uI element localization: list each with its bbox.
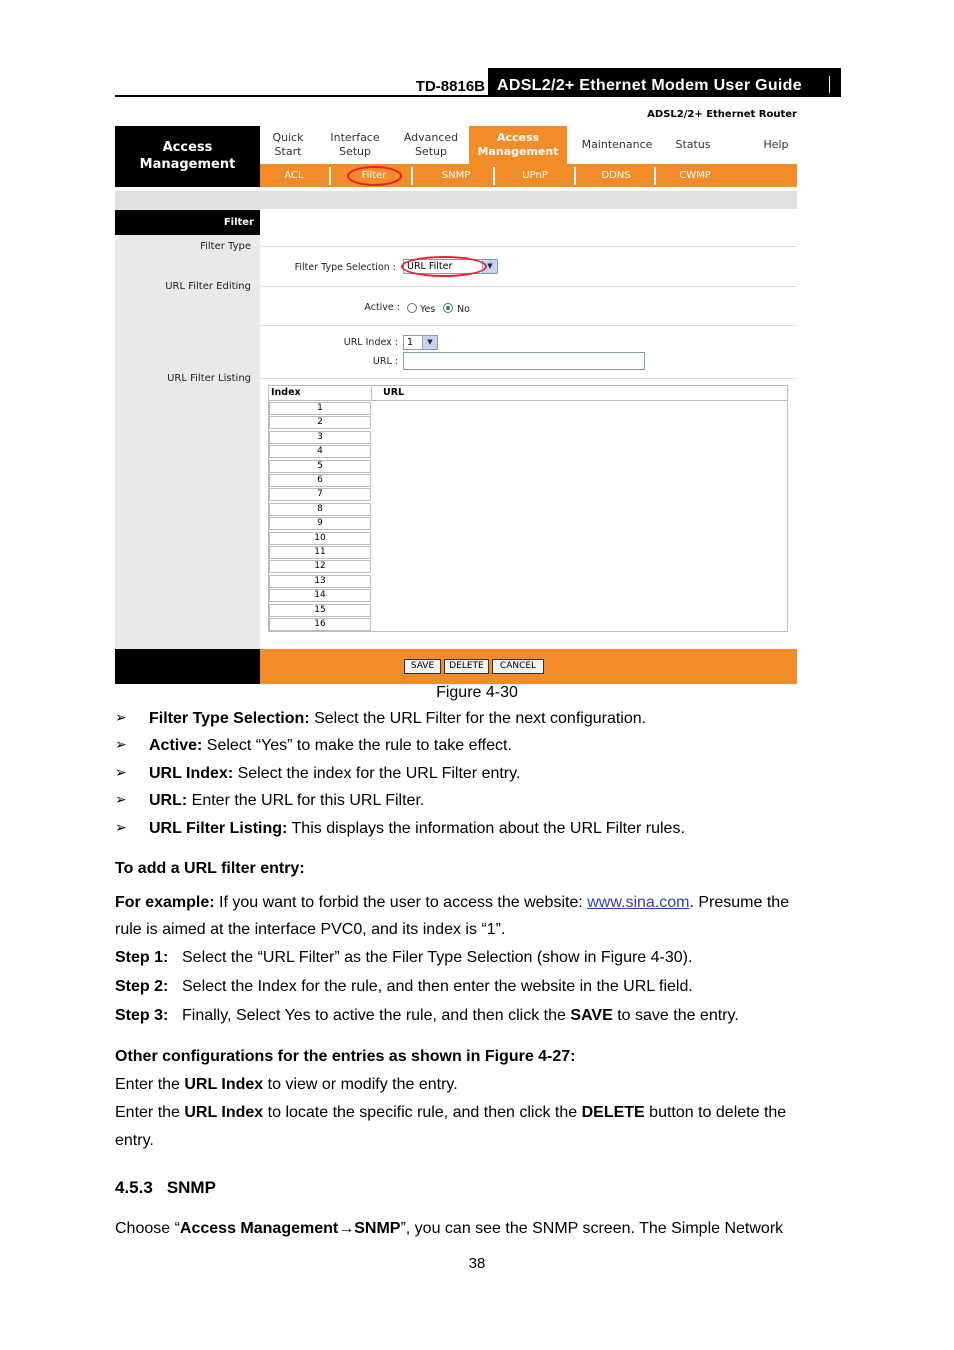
header-title: ADSL2/2+ Ethernet Modem User Guide xyxy=(497,77,802,94)
menu-label: Access xyxy=(496,131,540,144)
listing-index-cell: 13 xyxy=(269,575,371,588)
left-label-column xyxy=(115,209,260,650)
active-yes-radio[interactable] xyxy=(407,303,417,313)
listing-index-cell: 2 xyxy=(269,416,371,429)
listing-index-cell: 1 xyxy=(269,402,371,415)
filter-section-label: Filter xyxy=(223,217,254,228)
listing-index-cell: 4 xyxy=(269,445,371,458)
bullet-item xyxy=(149,709,646,729)
url-index-select-value: 1 xyxy=(407,337,414,348)
listing-index-cell: 6 xyxy=(269,474,371,487)
bullet-text: Enter the URL for this URL Filter. xyxy=(187,792,425,809)
filter-type-selection-label: Filter Type Selection : xyxy=(294,262,396,273)
active-no-label: No xyxy=(457,304,470,315)
submenu-divider xyxy=(411,167,413,185)
submenu-filter[interactable]: Filter xyxy=(361,170,387,181)
active-no-radio[interactable] xyxy=(443,303,453,313)
step-text-part: Finally, Select Yes to active the rule, and then click the xyxy=(182,1007,571,1024)
step-text: Select the “URL Filter” as the Filer Type Selection (show in Figure 4-30). xyxy=(182,949,693,966)
text-part: button to delete the xyxy=(644,1104,787,1121)
other-config-heading: Other configurations for the entries as shown in Figure 4-27: xyxy=(115,1048,576,1065)
section-title xyxy=(115,139,260,173)
submenu-divider xyxy=(654,167,656,185)
arrow-icon: → xyxy=(338,1220,355,1237)
filter-type-select-value: URL Filter xyxy=(407,261,453,272)
text-part: to locate the specific rule, and then click the xyxy=(263,1104,582,1121)
text-bold: SNMP xyxy=(354,1220,401,1237)
text-part: Enter the xyxy=(115,1104,185,1121)
step-text-part: to save the entry. xyxy=(612,1007,739,1024)
submenu-snmp[interactable]: SNMP xyxy=(441,170,471,181)
listing-header-rule xyxy=(269,400,787,401)
menu-label: Maintenance xyxy=(581,138,653,151)
other-config-line2 xyxy=(115,1103,786,1123)
step-text: Select the Index for the rule, and then enter the website in the URL field. xyxy=(182,978,693,995)
header-rule xyxy=(115,95,841,97)
text-bold: URL Index xyxy=(184,1104,264,1121)
bullet-term: URL: xyxy=(149,792,188,809)
listing-index-cell: 10 xyxy=(269,532,371,545)
url-input[interactable] xyxy=(403,352,645,370)
button-bar-left xyxy=(115,649,260,684)
filter-highlight-oval xyxy=(347,166,402,186)
header-model: TD-8816B xyxy=(415,78,485,95)
bullet-term: URL Index: xyxy=(149,765,234,782)
divider xyxy=(260,246,797,247)
listing-index-cell: 9 xyxy=(269,517,371,530)
bullet-text: Select “Yes” to make the rule to take effect. xyxy=(202,737,512,754)
page-number: 38 xyxy=(468,1255,486,1272)
section-title-line2: Management xyxy=(139,157,236,172)
listing-index-cell: 5 xyxy=(269,460,371,473)
divider xyxy=(260,378,797,379)
active-label: Active : xyxy=(364,302,400,313)
section-heading xyxy=(115,1178,216,1198)
bullet-item xyxy=(149,819,685,839)
bullet-term: Filter Type Selection: xyxy=(149,710,310,727)
step-label: Step 3: xyxy=(115,1007,169,1024)
delete-button[interactable]: DELETE xyxy=(444,659,489,674)
bullet-item xyxy=(149,736,512,756)
listing-index-cell: 16 xyxy=(269,618,371,631)
menu-maintenance[interactable] xyxy=(572,126,662,164)
other-config-line3: entry. xyxy=(115,1132,154,1149)
text-bold: URL Index xyxy=(184,1076,264,1093)
submenu-cwmp[interactable]: CWMP xyxy=(679,170,711,181)
menu-label: Setup xyxy=(414,145,448,158)
text-part: ”, you can see the SNMP screen. The Simple Network xyxy=(400,1220,784,1237)
bullet-term: URL Filter Listing: xyxy=(149,820,288,837)
text-part: Enter the xyxy=(115,1076,185,1093)
text-bold: DELETE xyxy=(581,1104,645,1121)
bullet-arrow-icon: ➢ xyxy=(115,764,127,780)
bullet-text: Select the URL Filter for the next configuration. xyxy=(309,710,647,727)
submenu-divider xyxy=(574,167,576,185)
other-config-line1 xyxy=(115,1075,458,1095)
listing-index-cell: 8 xyxy=(269,503,371,516)
submenu-upnp[interactable]: UPnP xyxy=(522,170,548,181)
menu-label: Start xyxy=(274,145,302,158)
add-entry-heading: To add a URL filter entry: xyxy=(115,860,305,877)
bullet-item xyxy=(149,791,424,811)
bullet-item xyxy=(149,764,520,784)
listing-header-index: Index xyxy=(271,387,301,398)
url-index-label: URL Index : xyxy=(343,337,398,348)
section-number: 4.5.3 xyxy=(115,1178,153,1197)
menu-label: Interface xyxy=(330,131,380,144)
bullet-text: Select the index for the URL Filter entry. xyxy=(233,765,521,782)
step-label: Step 2: xyxy=(115,978,169,995)
bullet-arrow-icon: ➢ xyxy=(115,736,127,752)
label-url-filter-editing: URL Filter Editing xyxy=(165,281,251,292)
bullet-term: Active: xyxy=(149,737,203,754)
chevron-down-icon: ▼ xyxy=(422,336,437,349)
example-text: If you want to forbid the user to access the website: xyxy=(214,894,588,911)
active-yes-label: Yes xyxy=(420,304,436,315)
label-url-filter-listing: URL Filter Listing xyxy=(167,373,251,384)
menu-label: Status xyxy=(675,138,711,151)
snmp-intro xyxy=(115,1219,783,1239)
bullet-arrow-icon: ➢ xyxy=(115,709,127,725)
save-button[interactable]: SAVE xyxy=(404,659,441,674)
menu-access-management[interactable] xyxy=(469,126,567,164)
menu-quick-start[interactable] xyxy=(262,126,314,164)
menu-label: Management xyxy=(477,145,559,158)
example-line2: rule is aimed at the interface PVC0, and its index is “1”. xyxy=(115,921,506,938)
url-filter-highlight-oval xyxy=(401,256,487,277)
example-text: . Presume the xyxy=(689,894,790,911)
menu-status[interactable] xyxy=(666,126,720,164)
example-link[interactable]: www.sina.com xyxy=(587,894,690,911)
menu-help[interactable] xyxy=(750,126,802,164)
section-title-text: SNMP xyxy=(166,1178,216,1197)
divider xyxy=(260,286,797,287)
divider xyxy=(260,325,797,326)
bullet-arrow-icon: ➢ xyxy=(115,819,127,835)
text-bold: Access Management xyxy=(179,1220,339,1237)
listing-index-cell: 14 xyxy=(269,589,371,602)
menu-label: Advanced xyxy=(403,131,459,144)
submenu-divider xyxy=(493,167,495,185)
listing-index-cell: 3 xyxy=(269,431,371,444)
submenu-divider xyxy=(329,167,331,185)
listing-header-divider xyxy=(371,386,372,400)
label-filter-type: Filter Type xyxy=(200,241,251,252)
menu-label: Quick xyxy=(272,131,304,144)
cancel-button[interactable]: CANCEL xyxy=(492,659,544,674)
url-label: URL : xyxy=(372,356,398,367)
submenu-acl[interactable]: ACL xyxy=(284,170,304,181)
chevron-down-icon: ▼ xyxy=(482,260,497,273)
menu-advanced-setup[interactable] xyxy=(395,126,467,164)
listing-header-url: URL xyxy=(383,387,405,398)
content-top-band xyxy=(115,191,797,209)
section-title-line1: Access xyxy=(162,140,213,155)
bullet-arrow-icon: ➢ xyxy=(115,791,127,807)
bullet-text: This displays the information about the URL Filter rules. xyxy=(287,820,685,837)
text-part: to view or modify the entry. xyxy=(263,1076,458,1093)
menu-interface-setup[interactable] xyxy=(320,126,390,164)
step-text xyxy=(182,1006,739,1026)
menu-label: Help xyxy=(763,138,789,151)
figure-caption: Figure 4-30 xyxy=(436,684,518,701)
menu-label: Setup xyxy=(338,145,372,158)
header-tick xyxy=(829,76,830,93)
router-brand: ADSL2/2+ Ethernet Router xyxy=(647,109,797,120)
example-line1 xyxy=(115,893,789,913)
listing-index-cell: 15 xyxy=(269,604,371,617)
listing-index-cell: 11 xyxy=(269,546,371,559)
step-text-bold: SAVE xyxy=(570,1007,613,1024)
text-part: Choose “ xyxy=(115,1220,180,1237)
example-lead: For example: xyxy=(115,894,215,911)
listing-index-cell: 7 xyxy=(269,488,371,501)
submenu-ddns[interactable]: DDNS xyxy=(601,170,631,181)
url-index-select[interactable] xyxy=(403,335,438,350)
step-label: Step 1: xyxy=(115,949,169,966)
listing-index-cell: 12 xyxy=(269,560,371,573)
